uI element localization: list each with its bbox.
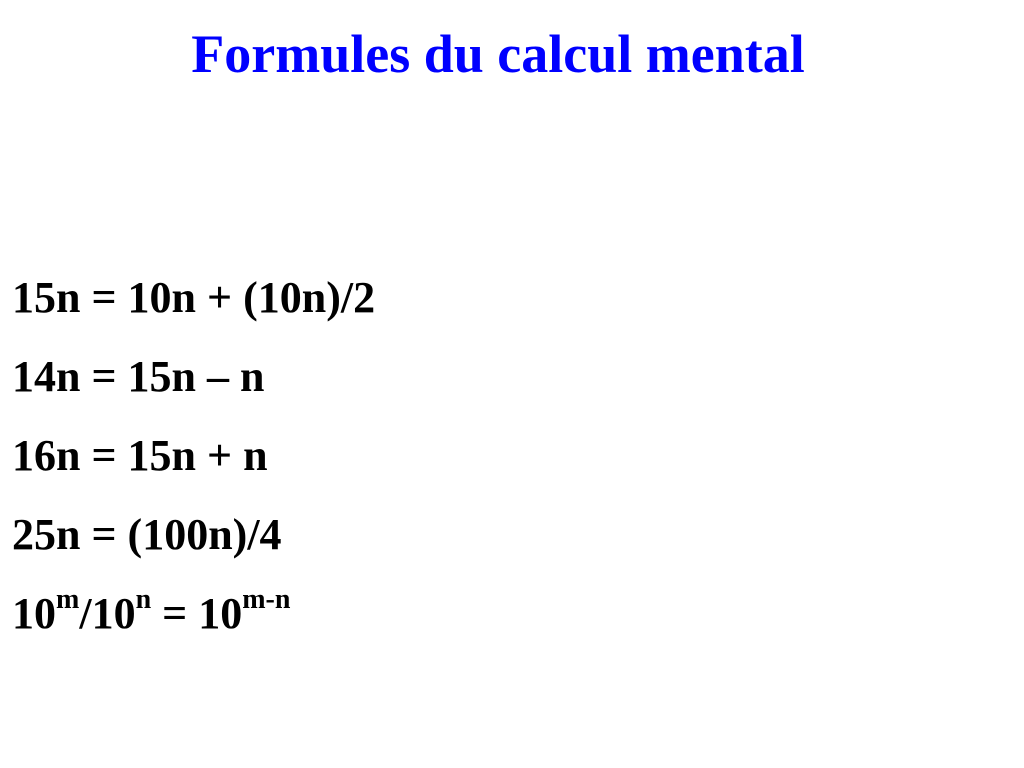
power-exponent-1: m	[56, 584, 80, 616]
power-equals: =	[151, 589, 199, 638]
formula-14n: 14n = 15n – n	[12, 352, 265, 401]
formula-list	[12, 258, 375, 653]
formula-power-rule	[12, 574, 375, 653]
slide-title: Formules du calcul mental	[191, 24, 805, 84]
power-exponent-2: n	[135, 584, 152, 616]
power-exponent-3: m-n	[242, 584, 291, 616]
formula-15n: 15n = 10n + (10n)/2	[12, 273, 376, 322]
power-base-3: 10	[198, 589, 243, 638]
power-base-2: 10	[91, 589, 136, 638]
power-separator: /	[79, 589, 92, 638]
formula-25n: 25n = (100n)/4	[12, 510, 282, 559]
power-base-1: 10	[12, 589, 56, 638]
formula-16n: 16n = 15n + n	[12, 431, 268, 480]
